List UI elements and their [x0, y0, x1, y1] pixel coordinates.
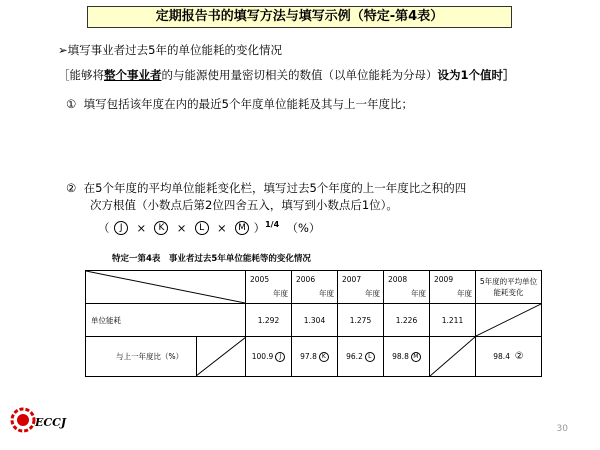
avg-value-cell [476, 337, 542, 377]
formula-unit: （%） [286, 220, 321, 235]
empty-diag-cell [430, 337, 476, 377]
formula [98, 218, 320, 235]
year-cell [384, 271, 430, 304]
note-mid: 的与能源使用量密切相关的数值（以单位能耗为分母） [161, 68, 438, 82]
note-open: ［能够将 [58, 68, 104, 82]
value-cell: 1.304 [292, 304, 338, 337]
table-title: 特定一第4表 事业者过去5年单位能耗等的变化情况 [112, 254, 311, 264]
value-cell: 1.211 [430, 304, 476, 337]
eccj-logo [10, 407, 36, 437]
year-cell [246, 271, 292, 304]
avg-header-1: 5年度的平均单位 [479, 277, 538, 286]
times-1: × [136, 220, 147, 235]
page-number: 30 [556, 424, 568, 434]
formula-close: ） [253, 220, 266, 235]
ratio-value: 98.8 [392, 351, 409, 361]
row-label: 与上一年度比（%） [116, 352, 184, 361]
slide-title: 定期报告书的填写方法与填写示例（特定-第4表） [87, 6, 512, 28]
sub-label [86, 337, 197, 376]
value-cell [338, 337, 384, 377]
condition-note [58, 68, 515, 82]
label-diag [196, 337, 246, 376]
avg-header-2: 能耗变化 [493, 288, 524, 297]
value-cell: 1.275 [338, 304, 384, 337]
year-suffix: 年度 [365, 289, 380, 298]
year-label: 2006 [296, 275, 316, 284]
year-suffix: 年度 [457, 289, 472, 298]
ratio-value: 100.9 [251, 351, 274, 361]
value-cell [384, 337, 430, 377]
section-heading: ➢填写事业者过去5年的单位能耗的变化情况 [58, 43, 282, 57]
avg-marker: ② [514, 351, 524, 362]
row-label-cell [86, 337, 246, 377]
note-bold: 整个事业者 [104, 68, 162, 82]
marker-l-small: L [365, 352, 375, 362]
item-2-marker: ② [66, 181, 77, 195]
note-end: 设为1个值时］ [437, 68, 515, 82]
marker-m: M [235, 221, 249, 235]
value-cell [246, 337, 292, 377]
formula-open: （ [98, 220, 110, 235]
value-cell [292, 337, 338, 377]
logo-text: ECCJ [35, 416, 67, 429]
row-label: 单位能耗 [86, 304, 246, 337]
year-label: 2005 [250, 275, 270, 284]
corner-cell [86, 271, 246, 304]
avg-header-cell [476, 271, 542, 304]
year-cell [292, 271, 338, 304]
marker-k: K [154, 221, 168, 235]
item-1 [66, 97, 413, 111]
marker-k-small: K [319, 352, 329, 362]
avg-value: 98.4 [493, 352, 510, 361]
item-1-marker: ① [66, 97, 77, 111]
times-2: × [176, 220, 187, 235]
value-cell: 1.292 [246, 304, 292, 337]
times-3: × [217, 220, 227, 235]
year-label: 2007 [342, 275, 362, 284]
marker-j-small: J [275, 352, 285, 362]
value-cell: 1.226 [384, 304, 430, 337]
marker-j: J [114, 221, 128, 235]
energy-intensity-table [85, 270, 542, 377]
ratio-value: 96.2 [346, 351, 363, 361]
item-2-line-2: 次方根值（小数点后第2位四舍五入，填写到小数点后1位）。 [90, 198, 398, 212]
logo-icon [10, 407, 36, 433]
marker-l: L [195, 221, 209, 235]
header-row [86, 271, 542, 304]
item-2 [66, 181, 466, 195]
item-2-line-1: 在5个年度的平均单位能耗变化栏，填写过去5个年度的上一年度比之积的四 [83, 181, 467, 195]
table-row [86, 304, 542, 337]
table-row [86, 337, 542, 377]
item-1-text: 填写包括该年度在内的最近5个年度单位能耗及其与上一年度比； [83, 97, 413, 111]
year-suffix: 年度 [273, 289, 288, 298]
year-cell [338, 271, 384, 304]
year-suffix: 年度 [411, 289, 426, 298]
year-cell [430, 271, 476, 304]
ratio-value: 97.8 [300, 351, 317, 361]
formula-exponent: 1/4 [265, 220, 280, 229]
empty-diag-cell [476, 304, 542, 337]
marker-m-small: M [411, 352, 421, 362]
year-suffix: 年度 [319, 289, 334, 298]
year-label: 2009 [434, 275, 454, 284]
year-label: 2008 [388, 275, 408, 284]
